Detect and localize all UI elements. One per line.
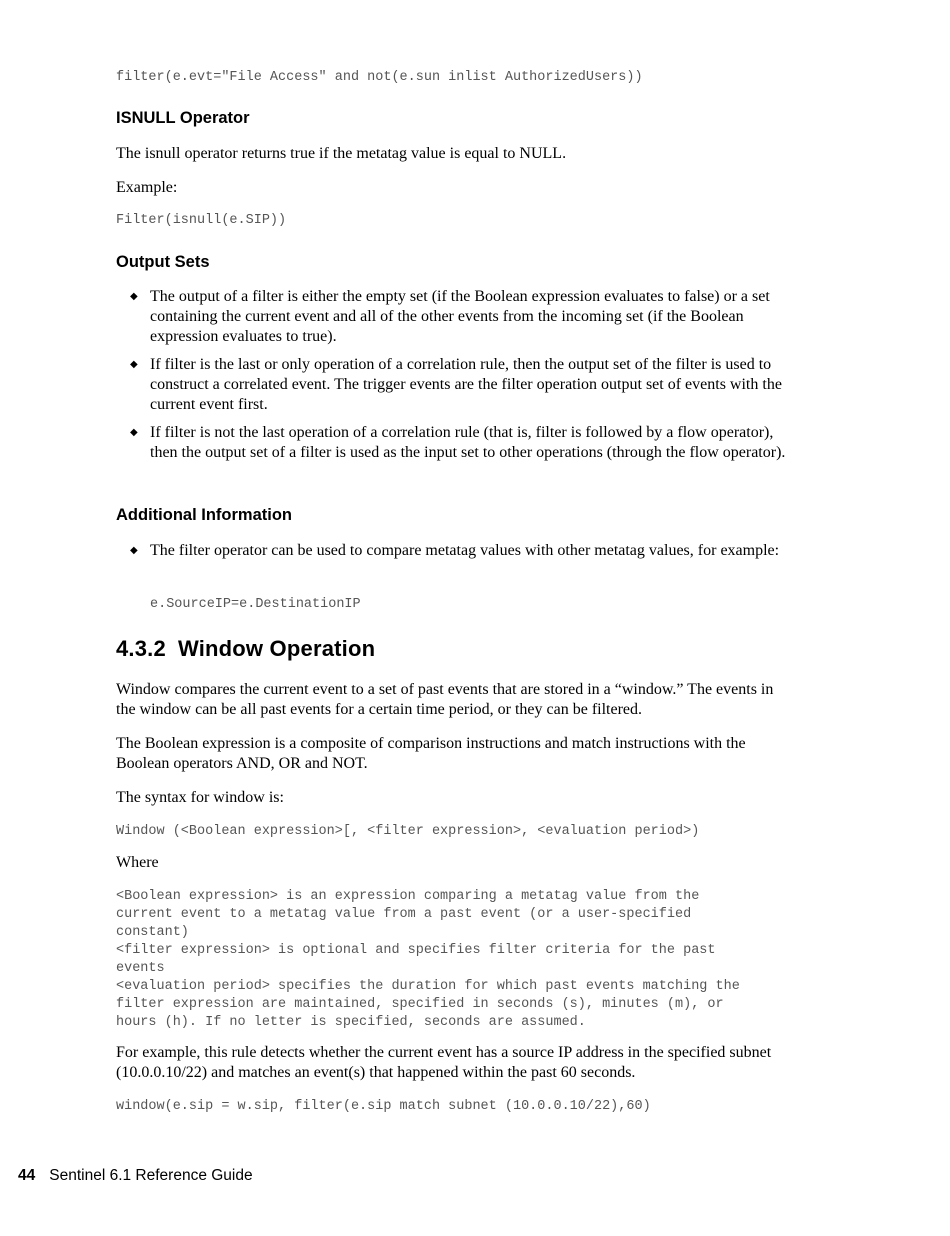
window-paragraph-2: The Boolean expression is a composite of comparison instructions and match instructions with the Boolean operators AND, OR and NOT. bbox=[116, 735, 746, 772]
output-sets-bullet bbox=[116, 355, 796, 415]
isnull-description: The isnull operator returns true if the metatag value is equal to NULL. bbox=[116, 145, 567, 162]
window-paragraph-3: The syntax for window is: bbox=[116, 789, 284, 806]
page-number: 44 bbox=[18, 1167, 36, 1184]
bullet-text: If filter is not the last operation of a correlation rule (that is, filter is followed by a flow operator), then the output set of a filter is used as the input set to other operations (through the flow operator). bbox=[150, 424, 786, 461]
output-sets-heading: Output Sets bbox=[116, 253, 210, 271]
window-paragraph-1: Window compares the current event to a set of past events that are stored in a “window.” The events in the window can be all past events for a certain time period, or they can be filtered. bbox=[116, 681, 774, 718]
bullet-diamond-icon: ◆ bbox=[130, 291, 138, 302]
document-title: Sentinel 6.1 Reference Guide bbox=[49, 1167, 253, 1184]
where-code-block: <Boolean expression> is an expression comparing a metatag value from the current event to a metatag value from a past event (or a user-specified constant) <filter expression> is optional and specifies filter criteria for the past events <evaluation period> specifies the duration for which past events matching the filter expression are maintained, specified in seconds (s), minutes (m), or hours (h). If no letter is specified, seconds are assumed. bbox=[116, 889, 740, 1030]
bullet-text: The filter operator can be used to compare metatag values with other metatag values, for example: bbox=[150, 542, 780, 559]
where-label: Where bbox=[116, 854, 159, 871]
window-paragraph-4: For example, this rule detects whether the current event has a source IP address in the specified subnet (10.0.0.10/22) and matches an event(s) that happened within the past 60 seconds. bbox=[116, 1044, 772, 1081]
isnull-heading: ISNULL Operator bbox=[116, 109, 250, 127]
section-title: Window Operation bbox=[177, 636, 376, 661]
window-example-code: window(e.sip = w.sip, filter(e.sip match subnet (10.0.0.10/22),60) bbox=[116, 1099, 651, 1114]
output-sets-bullet bbox=[116, 287, 796, 347]
isnull-code: Filter(isnull(e.SIP)) bbox=[116, 213, 287, 228]
additional-info-code: e.SourceIP=e.DestinationIP bbox=[150, 597, 361, 612]
bullet-diamond-icon: ◆ bbox=[130, 545, 138, 556]
bullet-diamond-icon: ◆ bbox=[130, 359, 138, 370]
page-footer bbox=[18, 1167, 253, 1185]
section-heading bbox=[116, 636, 375, 662]
bullet-text: If filter is the last or only operation of a correlation rule, then the output set of the filter is used to construct a correlated event. The trigger events are the filter operation output set of events with the current event first. bbox=[150, 356, 782, 413]
code-filter-example: filter(e.evt="File Access" and not(e.sun inlist AuthorizedUsers)) bbox=[116, 70, 643, 85]
section-number: 4.3.2 bbox=[116, 636, 166, 661]
output-sets-bullet bbox=[116, 423, 796, 463]
additional-info-bullet bbox=[116, 541, 796, 561]
isnull-example-label: Example: bbox=[116, 179, 178, 196]
additional-info-heading: Additional Information bbox=[116, 506, 292, 524]
window-syntax-code: Window (<Boolean expression>[, <filter expression>, <evaluation period>) bbox=[116, 824, 700, 839]
bullet-diamond-icon: ◆ bbox=[130, 427, 138, 438]
bullet-text: The output of a filter is either the empty set (if the Boolean expression evaluates to false) or a set containing the current event and all of the other events from the incoming set (if the Boolean expression evaluates to true). bbox=[150, 288, 770, 345]
